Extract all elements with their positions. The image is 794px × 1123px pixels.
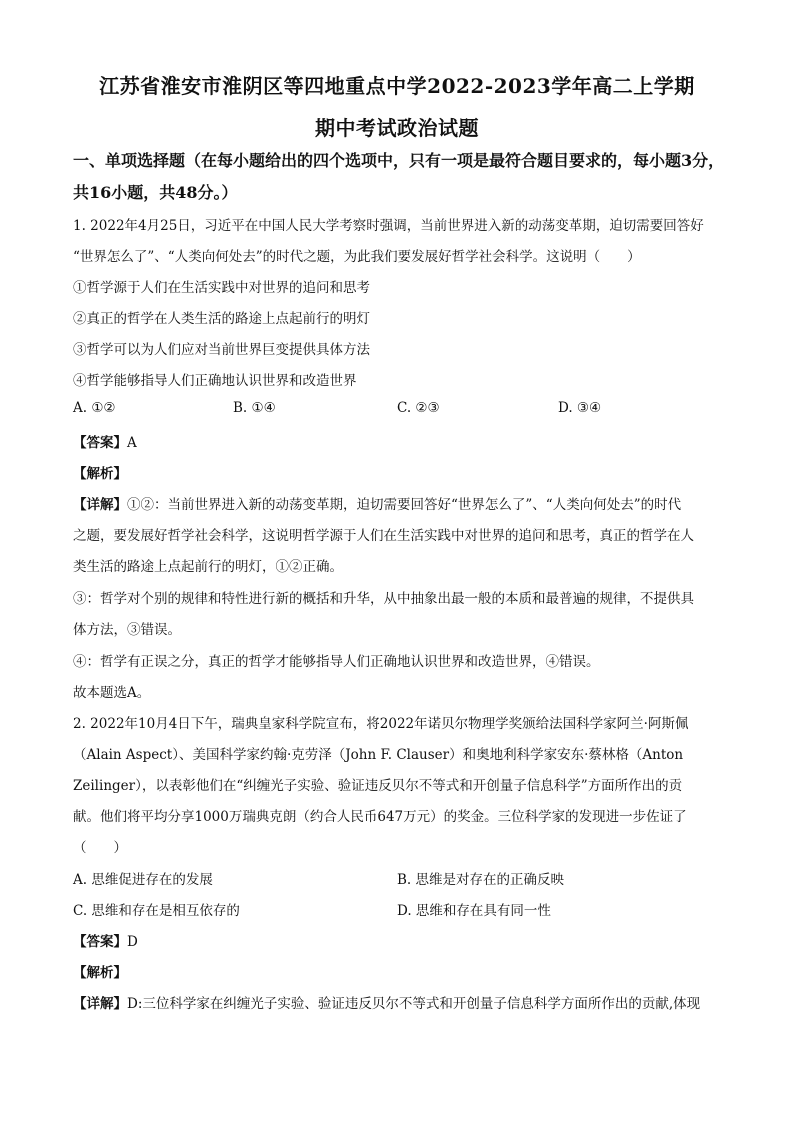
q2-detail-line1 — [73, 992, 700, 1012]
q1-stem-line1: 1. 2022年4月25日，习近平在中国人民大学考察时强调，当前世界进入新的动荡变革期，迫切需要回答好 — [73, 218, 704, 234]
q1-detail-line5: 体方法，③错误。 — [73, 622, 181, 638]
doc-title-line2: 期中考试政治试题 — [315, 116, 479, 140]
section-heading-line1: 一、单项选择题（在每小题给出的四个选项中，只有一项是最符合题目要求的，每小题3分， — [73, 151, 725, 170]
q2-option-d: D. 思维和存在具有同一性 — [397, 903, 551, 919]
q1-detail-text1: ①②：当前世界进入新的动荡变革期，迫切需要回答好“世界怎么了”、“人类向何处去”的时代 — [127, 497, 682, 513]
q2-analysis — [73, 961, 127, 981]
q2-detail-label: 【详解】 — [73, 996, 127, 1012]
q1-detail-line6: ④：哲学有正误之分，真正的哲学才能够指导人们正确地认识世界和改造世界，④错误。 — [73, 654, 600, 670]
q2-stem-line1: 2. 2022年10月4日下午，瑞典皇家科学院宣布，将2022年诺贝尔物理学奖颁给法国科学家阿兰·阿斯佩 — [73, 716, 689, 732]
q2-option-c: C. 思维和存在是相互依存的 — [73, 903, 240, 919]
q2-answer-value: D — [127, 934, 138, 950]
q1-answer — [73, 431, 137, 451]
q2-analysis-label: 【解析】 — [73, 965, 127, 981]
q2-detail-text1: D:三位科学家在纠缠光子实验、验证违反贝尔不等式和开创量子信息科学方面所作出的贡献,体现 — [127, 996, 701, 1012]
q1-analysis — [73, 462, 127, 482]
q1-option-d: D. ③④ — [558, 400, 602, 416]
q1-option-c: C. ②③ — [397, 400, 440, 416]
q1-option-b: B. ①④ — [233, 400, 276, 416]
q2-stem-line4: 献。他们将平均分享1000万瑞典克朗（约合人民币647万元）的奖金。三位科学家的发现进一步佐证了 — [73, 809, 687, 825]
q1-detail-line4: ③：哲学对个别的规律和特性进行新的概括和升华，从中抽象出最一般的本质和最普遍的规律，不提供具 — [73, 591, 694, 607]
q1-detail-label: 【详解】 — [73, 497, 127, 513]
q1-detail-line2: 之题，要发展好哲学社会科学，这说明哲学源于人们在生活实践中对世界的追问和思考，真正的哲学在人 — [73, 528, 694, 544]
q2-option-a: A. 思维促进存在的发展 — [73, 872, 213, 888]
section-heading-line2: 共16小题，共48分。） — [73, 183, 238, 202]
q1-item-4: ④哲学能够指导人们正确地认识世界和改造世界 — [73, 373, 357, 389]
q2-stem-line5: （ ） — [73, 840, 127, 856]
q1-stem-line2: “世界怎么了”、“人类向何处去”的时代之题，为此我们要发展好哲学社会科学。这说明（ ） — [73, 249, 641, 265]
q2-answer-label: 【答案】 — [73, 934, 127, 950]
q1-item-1: ①哲学源于人们在生活实践中对世界的追问和思考 — [73, 280, 370, 296]
q1-detail-line1 — [73, 493, 681, 513]
q1-answer-value: A — [127, 435, 137, 451]
q2-option-b: B. 思维是对存在的正确反映 — [397, 872, 565, 888]
q1-item-2: ②真正的哲学在人类生活的路途上点起前行的明灯 — [73, 311, 370, 327]
doc-title-line1: 江苏省淮安市淮阴区等四地重点中学2022-2023学年高二上学期 — [99, 74, 695, 98]
q2-answer — [73, 930, 138, 950]
q2-stem-line3: Zeilinger），以表彰他们在“纠缠光子实验、验证违反贝尔不等式和开创量子信息科学”方面所作出的贡 — [73, 778, 683, 794]
q1-analysis-label: 【解析】 — [73, 466, 127, 482]
q1-detail-line3: 类生活的路途上点起前行的明灯，①②正确。 — [73, 559, 343, 575]
q1-item-3: ③哲学可以为人们应对当前世界巨变提供具体方法 — [73, 342, 370, 358]
q1-answer-label: 【答案】 — [73, 435, 127, 451]
q1-option-a: A. ①② — [73, 400, 116, 416]
q1-conclusion: 故本题选A。 — [73, 685, 151, 701]
q2-stem-line2: （Alain Aspect）、美国科学家约翰·克劳泽（John F. Clauser）和奥地利科学家安东·蔡林格（Anton — [73, 747, 684, 763]
